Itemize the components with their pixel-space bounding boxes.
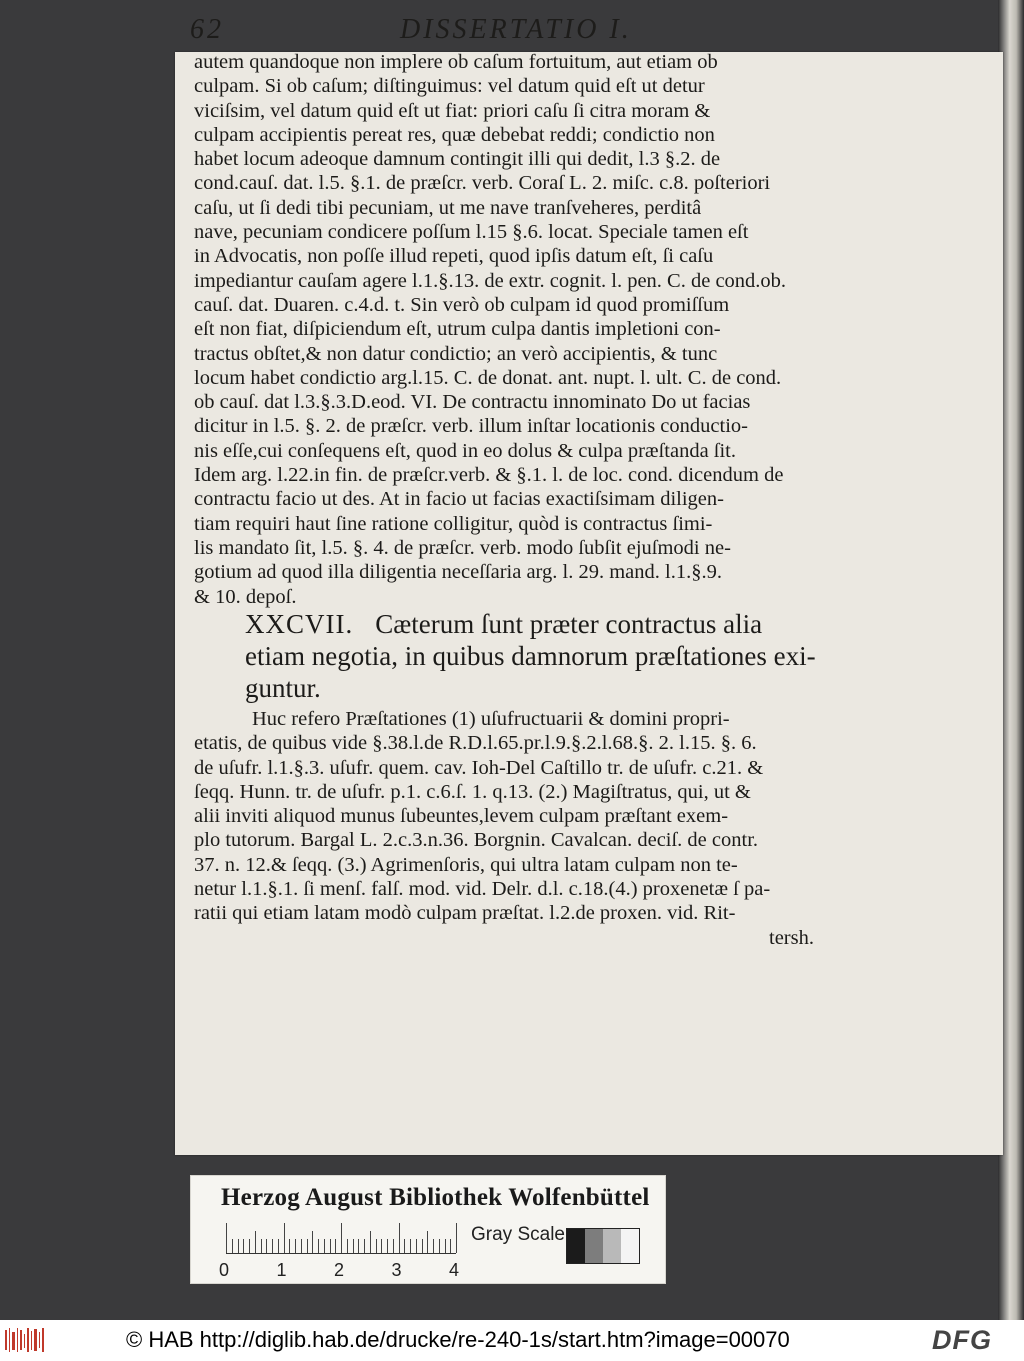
text-line: impediantur cauſam agere l.1.§.13. de extr. cognit. l. pen. C. de cond.ob. [194,269,787,292]
text-line: Huc refero Præſtationes (1) uſufructuarii & domini propri- [252,708,730,730]
gray-scale-label: Gray Scale [471,1224,565,1245]
section-heading-line: Cæterum ſunt præter contractus alia [375,609,763,639]
ruler-tick [295,1239,296,1253]
ruler-tick [404,1239,405,1253]
ruler-tick [422,1239,423,1253]
ruler-tick [370,1231,371,1253]
running-head: DISSERTATIO I. [400,14,632,45]
gray-swatch [603,1229,621,1263]
footer-copyright: © HAB http://diglib.hab.de/drucke/re-240-1s/start.htm?image=00070 [126,1327,790,1352]
text-line: 37. n. 12.& ſeqq. (3.) Agrimenſoris, qui ultra latam culpam non te- [194,853,738,876]
ruler-tick [249,1239,250,1253]
section-heading-line: etiam negotia, in quibus damnorum præſtationes exi- [245,641,816,671]
ruler-tick [324,1239,325,1253]
ruler-tick [393,1239,394,1253]
page-header [190,8,810,48]
text-line: eſt non fiat, diſpiciendum eſt, utrum culpa dantis impletioni con- [194,318,721,341]
ruler-tick [433,1239,434,1253]
color-scale-card [190,1175,666,1284]
ruler-tick [289,1239,290,1253]
dfg-logo: DFG [932,1325,992,1355]
body-text [194,50,814,609]
text-line: de uſufr. l.1.§.3. uſufr. quem. cav. Ioh-Del Caſtillo tr. de uſufr. c.21. & [194,756,764,779]
library-title: Herzog August Bibliothek Wolfenbüttel [221,1184,650,1211]
ruler-tick [307,1239,308,1253]
text-line: viciſsim, vel datum quid eſt ut fiat: priori caſu ſi citra moram & [194,99,711,122]
text-line: locum habet condictio arg.l.15. C. de donat. ant. nupt. l. ult. C. de cond. [194,366,782,389]
section-heading-line: guntur. [245,673,321,703]
text-line: netur l.1.§.1. ſi menſ. falſ. mod. vid. Delr. d.l. c.18.(4.) proxenetæ ſ pa- [194,878,771,901]
text-line: culpam. Si ob caſum; diſtinguimus: vel datum quid eſt ut detur [194,75,705,98]
ruler-tick [255,1231,256,1253]
page-number: 62 [190,14,224,45]
text-line: habet locum adeoque damnum contingit illi qui dedit, l.3 §.2. de [194,148,721,171]
ruler-tick [318,1239,319,1253]
ruler-tick [278,1239,279,1253]
text-line: lis mandato ſit, l.5. §. 4. de præſcr. verb. modo ſubſit ejuſmodi ne- [194,536,731,559]
ruler-tick [243,1239,244,1253]
text-line: in Advocatis, non poſſe illud repeti, quod ipſis datum eſt, ſi caſu [194,245,714,268]
ruler-ticks [226,1223,456,1254]
ruler-tick [226,1223,227,1253]
gray-swatch [585,1229,603,1263]
text-line: nis eſſe,cui conſequens eſt, quod in eo dolus & culpa præſtanda ſit. [194,439,736,462]
text-line: autem quandoque non implere ob caſum fortuitum, aut etiam ob [194,51,718,73]
ruler-tick [358,1239,359,1253]
text-line: cauſ. dat. Duaren. c.4.d. t. Sin verò ob culpam id quod promiſſum [194,293,730,316]
ruler-tick [330,1239,331,1253]
ruler-tick [427,1231,428,1253]
text-line: ob cauſ. dat l.3.§.3.D.eod. VI. De contractu innominato Do ut facias [194,391,751,414]
ruler-numbers [219,1260,479,1280]
text-line: gotium ad quod illa diligentia neceſſaria arg. l. 29. mand. l.1.§.9. [194,561,722,584]
ruler-tick [387,1239,388,1253]
ruler-tick [312,1231,313,1253]
ruler-tick [445,1239,446,1253]
ruler-tick [381,1239,382,1253]
ruler-tick [416,1239,417,1253]
ruler-tick [232,1239,233,1253]
ruler-tick [347,1239,348,1253]
ruler-tick [456,1223,457,1253]
gray-swatch [621,1229,639,1263]
ruler-tick [301,1239,302,1253]
ruler-tick [272,1239,273,1253]
section-number: XXCVII. [245,609,354,639]
text-line: caſu, ut ſi dedi tibi pecuniam, ut me nave tranſveheres, perditâ [194,196,702,219]
section-heading [245,608,835,704]
ruler-number: 3 [391,1260,402,1280]
text-line: etatis, de quibus vide §.38.l.de R.D.l.65.pr.l.9.§.2.l.68.§. 2. l.15. §. 6. [194,732,757,755]
gray-swatch [567,1229,585,1263]
text-line: tiam requiri haut ſine ratione colligitur, quòd is contractus ſimi- [194,512,713,535]
ruler-tick [341,1223,342,1253]
ruler-tick [399,1223,400,1253]
text-line: plo tutorum. Bargal L. 2.c.3.n.36. Borgnin. Cavalcan. deciſ. de contr. [194,829,759,852]
text-line: alii inviti aliquod munus ſubeuntes,levem culpam præſtant exem- [194,805,729,828]
ruler-number: 0 [219,1260,230,1280]
ruler-tick [410,1239,411,1253]
ruler-tick [284,1223,285,1253]
ruler-tick [266,1239,267,1253]
text-line: & 10. depoſ. [194,585,297,608]
ruler-tick [450,1239,451,1253]
footer-bar [0,1320,1024,1361]
text-line: tractus obſtet,& non datur condictio; an verò accipientis, & tunc [194,342,718,365]
gray-swatches [566,1228,640,1264]
ruler-tick [439,1239,440,1253]
text-line: culpam accipientis pereat res, quæ debebat reddi; condictio non [194,123,715,146]
barcode-logo-icon [4,1326,46,1354]
ruler-number: 4 [449,1260,460,1280]
ruler-tick [364,1239,365,1253]
paragraph-text [194,707,814,950]
text-line: ratii qui etiam latam modò culpam præſtat. l.2.de proxen. vid. Rit- [194,902,736,925]
text-line: nave, pecuniam condicere poſſum l.15 §.6. locat. Speciale tamen eſt [194,221,749,244]
ruler-number: 1 [276,1260,287,1280]
text-line: ſeqq. Hunn. tr. de uſufr. p.1. c.6.ſ. 1. q.13. (2.) Magiſtratus, qui, ut & [194,780,751,803]
ruler-tick [376,1239,377,1253]
text-line: contractu facio ut des. At in facio ut facias exactiſsimam diligen- [194,488,724,511]
ruler-tick [335,1239,336,1253]
ruler-number: 2 [334,1260,345,1280]
text-line: cond.cauſ. dat. l.5. §.1. de præſcr. verb. Coraſ L. 2. miſc. c.8. poſteriori [194,172,771,195]
text-line: Idem arg. l.22.in fin. de præſcr.verb. & §.1. l. de loc. cond. dicendum de [194,464,784,487]
text-line: dicitur in l.5. §. 2. de præſcr. verb. illum inſtar locationis conductio- [194,415,748,438]
catchword: tersh. [769,926,814,949]
ruler-tick [238,1239,239,1253]
ruler-tick [353,1239,354,1253]
ruler-tick [261,1239,262,1253]
